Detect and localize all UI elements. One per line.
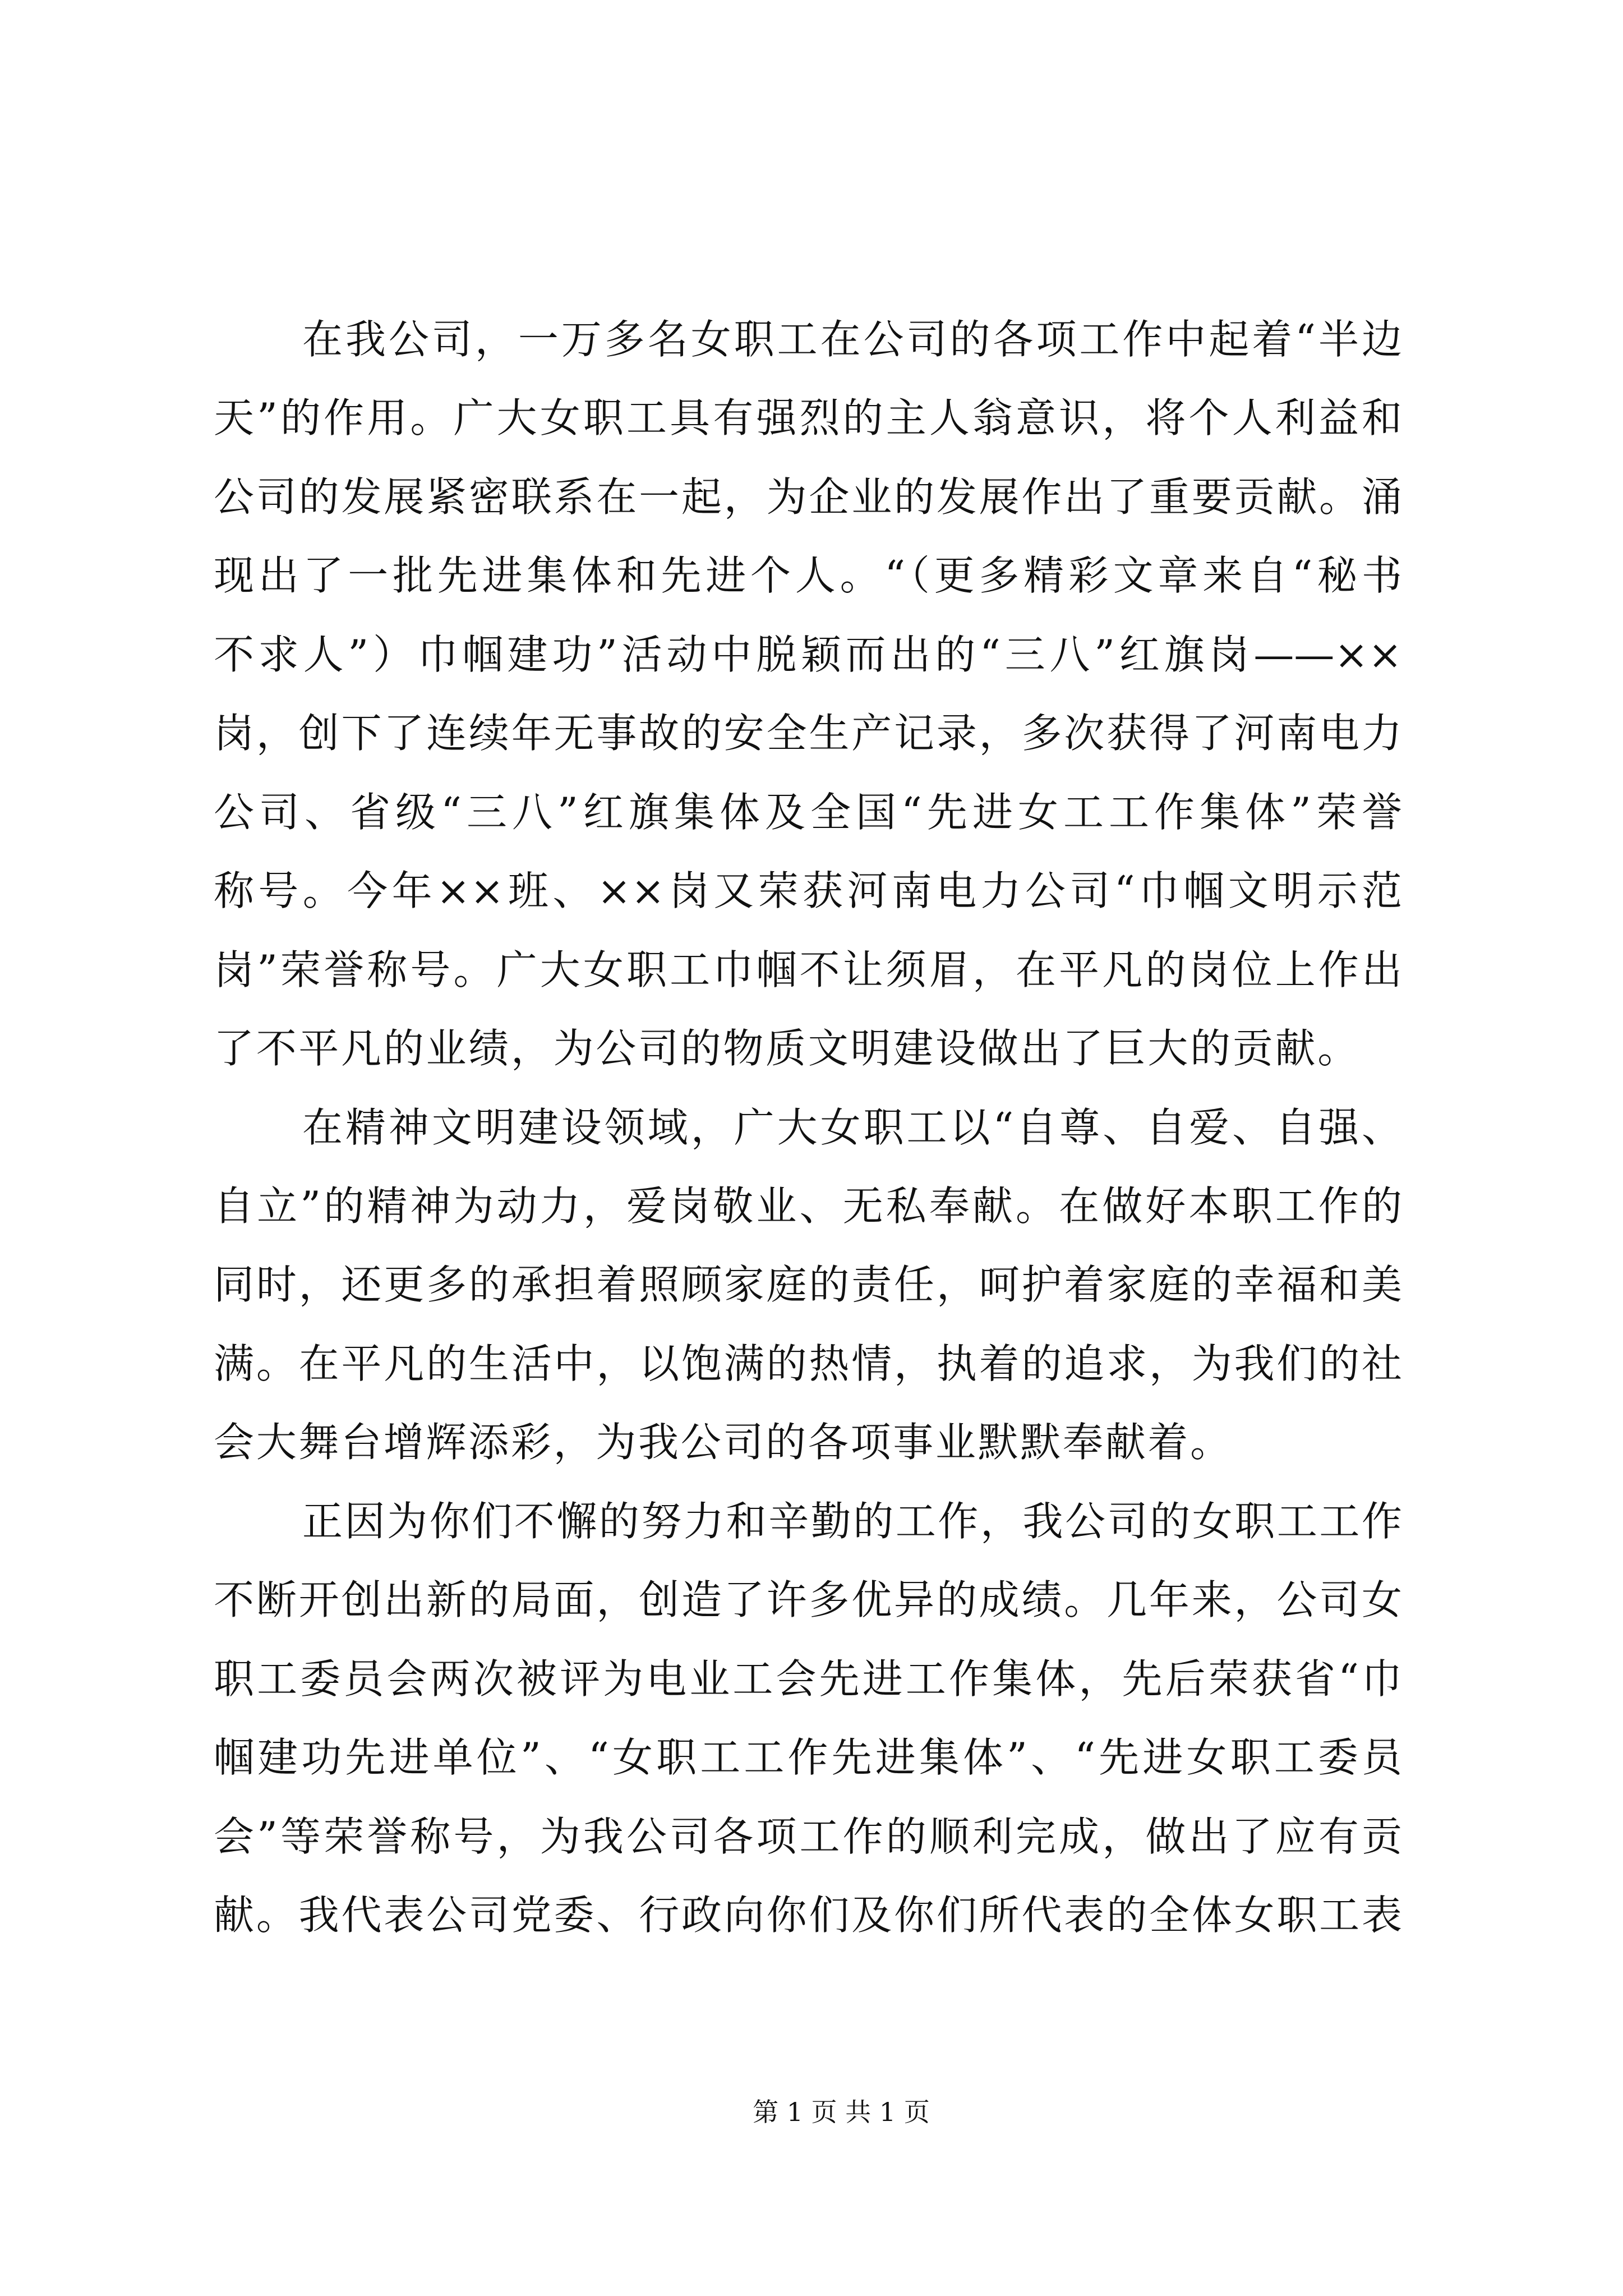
text-line: 献。我代表公司党委、行政向你们及你们所代表的全体女职工表 — [214, 1892, 1402, 1939]
text-line: 天”的作用。广大女职工具有强烈的主人翁意识，将个人利益和 — [214, 394, 1402, 442]
text-line: 现出了一批先进集体和先进个人。“（更多精彩文章来自“秘书 — [214, 552, 1402, 600]
text-line: 了不平凡的业绩，为公司的物质文明建设做出了巨大的贡献。 — [214, 1025, 1360, 1073]
text-line: 会大舞台增辉添彩，为我公司的各项事业默默奉献着。 — [214, 1419, 1233, 1466]
text-line: 在我公司，一万多名女职工在公司的各项工作中起着“半边 — [302, 316, 1402, 363]
text-line: 岗”荣誉称号。广大女职工巾帼不让须眉，在平凡的岗位上作出 — [214, 946, 1402, 993]
text-line: 会”等荣誉称号，为我公司各项工作的顺利完成，做出了应有贡 — [214, 1812, 1402, 1860]
page-footer: 第 1 页 共 1 页 — [753, 2097, 930, 2127]
text-line: 不求人”）巾帼建功”活动中脱颖而出的“三八”红旗岗——×× — [214, 631, 1402, 678]
text-line: 同时，还更多的承担着照顾家庭的责任，呵护着家庭的幸福和美 — [214, 1261, 1402, 1309]
text-line: 公司的发展紧密联系在一起，为企业的发展作出了重要贡献。涌 — [214, 473, 1402, 521]
text-line: 帼建功先进单位”、“女职工工作先进集体”、“先进女职工委员 — [214, 1734, 1402, 1782]
text-line: 岗，创下了连续年无事故的安全生产记录，多次获得了河南电力 — [214, 710, 1402, 757]
text-line: 正因为你们不懈的努力和辛勤的工作，我公司的女职工工作 — [302, 1497, 1402, 1545]
text-line: 称号。今年××班、××岗又荣获河南电力公司“巾帼文明示范 — [214, 867, 1402, 915]
paragraph — [214, 1482, 1402, 1955]
document-body — [214, 300, 1402, 1955]
text-line: 职工委员会两次被评为电业工会先进工作集体，先后荣获省“巾 — [214, 1655, 1402, 1703]
text-line: 不断开创出新的局面，创造了许多优异的成绩。几年来，公司女 — [214, 1576, 1402, 1624]
paragraph — [214, 1088, 1402, 1482]
text-line: 自立”的精神为动力，爱岗敬业、无私奉献。在做好本职工作的 — [214, 1182, 1402, 1230]
text-line: 公司、省级“三八”红旗集体及全国“先进女工工作集体”荣誉 — [214, 788, 1402, 836]
text-line: 在精神文明建设领域，广大女职工以“自尊、自爱、自强、 — [302, 1103, 1402, 1151]
text-line: 满。在平凡的生活中，以饱满的热情，执着的追求，为我们的社 — [214, 1340, 1402, 1387]
paragraph — [214, 300, 1402, 1088]
